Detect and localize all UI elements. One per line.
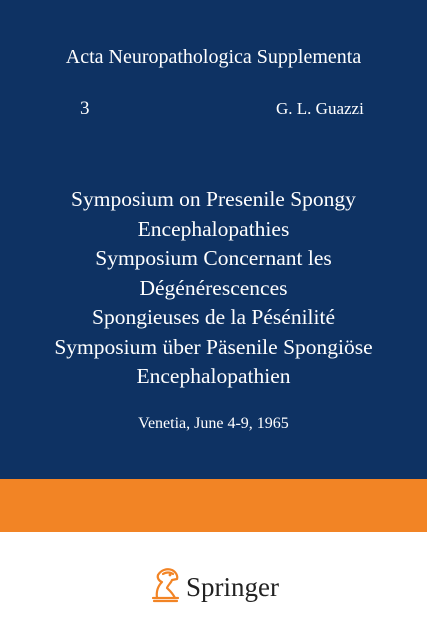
editor-name: G. L. Guazzi — [276, 99, 364, 118]
title-line: Symposium Concernant les — [95, 246, 332, 270]
title-line: Symposium über Päsenile Spongiöse — [54, 334, 373, 359]
title-line: Encephalopathies — [137, 216, 290, 241]
publisher-name: Springer — [186, 572, 279, 602]
venue-date: Venetia, June 4-9, 1965 — [138, 415, 289, 432]
series-title: Acta Neuropathologica Supplementa — [65, 46, 362, 68]
volume-number: 3 — [80, 98, 90, 119]
title-line: Spongieuses de la Pésénilité — [91, 305, 336, 329]
title-line: Dégénérescences — [139, 275, 288, 300]
orange-band — [0, 479, 427, 532]
springer-knight-icon — [148, 565, 182, 603]
title-line: Encephalopathien — [136, 364, 291, 388]
book-title — [0, 185, 427, 392]
title-line: Symposium on Presenile Spongy — [71, 187, 356, 211]
publisher-logo — [0, 532, 427, 640]
